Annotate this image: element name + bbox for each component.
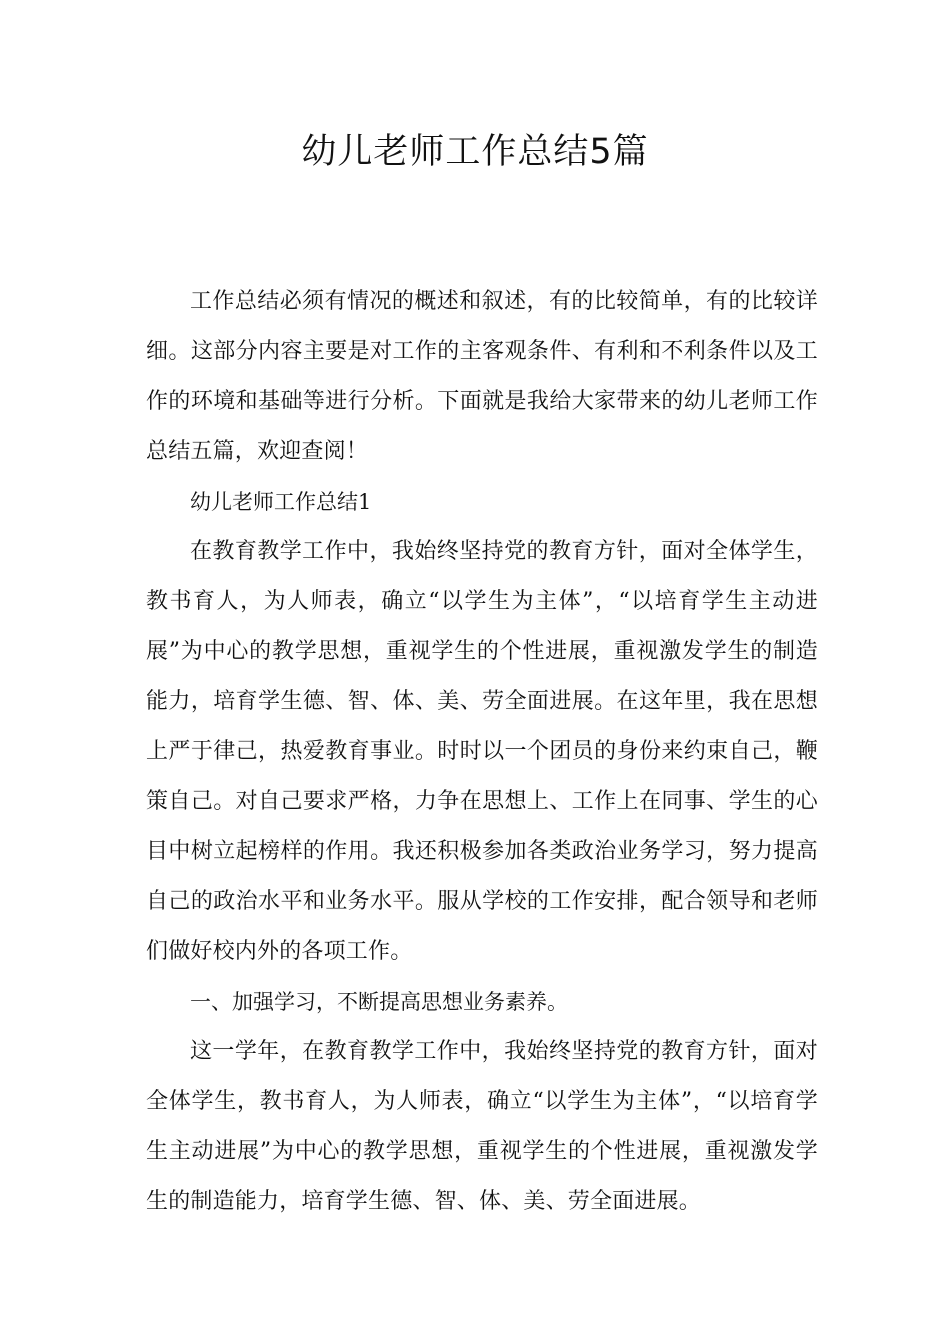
study-paragraph: 这一学年，在教育教学工作中，我始终坚持党的教育方针，面对全体学生，教书育人，为人师表，确立“以学生为主体”，“以培育学生主动进展”为中心的教学思想，重视学生的个性进展，重视激发学生的制造能力，培育学生德、智、体、美、劳全面进展。 — [146, 1039, 818, 1214]
document-body — [146, 277, 818, 1227]
intro-paragraph: 工作总结必须有情况的概述和叙述，有的比较简单，有的比较详细。这部分内容主要是对工作的主客观条件、有利和不利条件以及工作的环境和基础等进行分析。下面就是我给大家带来的幼儿老师工作总结五篇，欢迎查阅！ — [146, 289, 818, 464]
summary-1-paragraph: 在教育教学工作中，我始终坚持党的教育方针，面对全体学生，教书育人，为人师表，确立“以学生为主体”，“以培育学生主动进展”为中心的教学思想，重视学生的个性进展，重视激发学生的制造能力，培育学生德、智、体、美、劳全面进展。在这年里，我在思想上严于律己，热爱教育事业。时时以一个团员的身份来约束自己，鞭策自己。对自己要求严格，力争在思想上、工作上在同事、学生的心目中树立起榜样的作用。我还积极参加各类政治业务学习，努力提高自己的政治水平和业务水平。服从学校的工作安排，配合领导和老师们做好校内外的各项工作。 — [146, 539, 818, 964]
section-heading-study: 一、加强学习，不断提高思想业务素养。 — [190, 990, 568, 1014]
section-heading-summary-1: 幼儿老师工作总结1 — [190, 490, 372, 514]
document-title: 幼儿老师工作总结5篇 — [301, 132, 649, 172]
